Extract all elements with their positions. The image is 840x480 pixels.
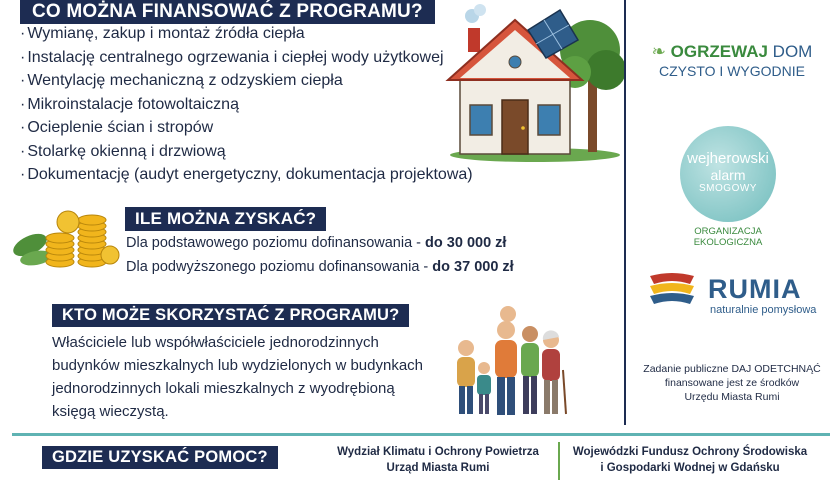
family-illustration xyxy=(450,300,570,418)
divider xyxy=(558,442,560,480)
office-name: Wojewódzki Fundusz Ochrony Środowiska xyxy=(572,446,808,458)
list-item: · Stolarkę okienną i drzwiową xyxy=(20,142,226,160)
logo-text: alarm xyxy=(710,167,746,183)
amount-label: Dla podstawowego poziomu dofinansowania - xyxy=(126,235,426,251)
ogrzewaj-dom-logo xyxy=(636,42,828,79)
office-name: Wydział Klimatu i Ochrony Powietrza xyxy=(337,446,539,458)
house-illustration xyxy=(440,0,630,165)
contact-office-1 xyxy=(318,444,558,476)
wejherowski-alarm-logo xyxy=(680,126,776,222)
logo-word: DOM xyxy=(772,42,813,61)
amount-value: do 30 000 zł xyxy=(425,235,507,251)
logo-text: wejherowski xyxy=(687,150,769,167)
amount-value: do 37 000 zł xyxy=(432,259,514,275)
logo-word: OGRZEWAJ xyxy=(670,42,768,61)
amount-row-basic xyxy=(126,235,506,251)
contact-office-2 xyxy=(565,444,815,476)
leaf-icon: ❧ xyxy=(651,42,666,61)
rumia-logo-icon xyxy=(646,270,698,310)
eligibility-text xyxy=(52,331,423,423)
funding-note: Zadanie publiczne DAJ ODETCHNĄĆ finansowane jest ze środków Urzędu Miasta Rumi xyxy=(643,363,821,403)
text-line: Właściciele lub współwłaściciele jednorodzinnych xyxy=(52,334,379,351)
rumia-name: RUMIA xyxy=(708,274,802,304)
coins-illustration xyxy=(10,200,120,275)
list-item: · Instalację centralnego ogrzewania i ciepłej wody użytkowej xyxy=(20,48,444,66)
financing-list xyxy=(20,22,473,187)
section-title-how-much: ILE MOŻNA ZYSKAĆ? xyxy=(125,207,326,231)
list-item: · Wentylację mechaniczną z odzyskiem ciepła xyxy=(20,72,343,89)
logo-tagline: CZYSTO I WYGODNIE xyxy=(659,63,805,79)
amount-row-increased xyxy=(126,259,514,275)
list-item: · Wymianę, zakup i montaż źródła ciepła xyxy=(20,25,305,42)
section-title-what: CO MOŻNA FINANSOWAĆ Z PROGRAMU? xyxy=(20,0,435,24)
list-item: · Dokumentację (audyt energetyczny, dokumentacja projektowa) xyxy=(20,166,473,183)
amount-label: Dla podwyższonego poziomu dofinansowania - xyxy=(126,259,433,275)
sidebar-separator xyxy=(624,0,626,425)
section-title-where: GDZIE UZYSKAĆ POMOC? xyxy=(42,446,278,469)
text-line: księgą wieczystą. xyxy=(52,403,169,420)
list-item: · Ocieplenie ścian i stropów xyxy=(20,119,214,136)
office-name: i Gospodarki Wodnej w Gdańsku xyxy=(600,462,780,474)
office-name: Urząd Miasta Rumi xyxy=(386,462,490,474)
logo-caption: ORGANIZACJA EKOLOGICZNA xyxy=(693,226,763,248)
section-divider xyxy=(12,433,830,436)
logo-text: SMOGOWY xyxy=(699,183,757,194)
text-line: budynków mieszkalnych lub wydzielonych w budynkach xyxy=(52,357,424,374)
text-line: jednorodzinnych lokali mieszkalnych z wyodrębioną xyxy=(52,380,395,397)
rumia-tagline: naturalnie pomysłowa xyxy=(710,304,817,316)
section-title-who: KTO MOŻE SKORZYSTAĆ Z PROGRAMU? xyxy=(52,304,409,327)
list-item: · Mikroinstalacje fotowoltaiczną xyxy=(20,95,239,113)
